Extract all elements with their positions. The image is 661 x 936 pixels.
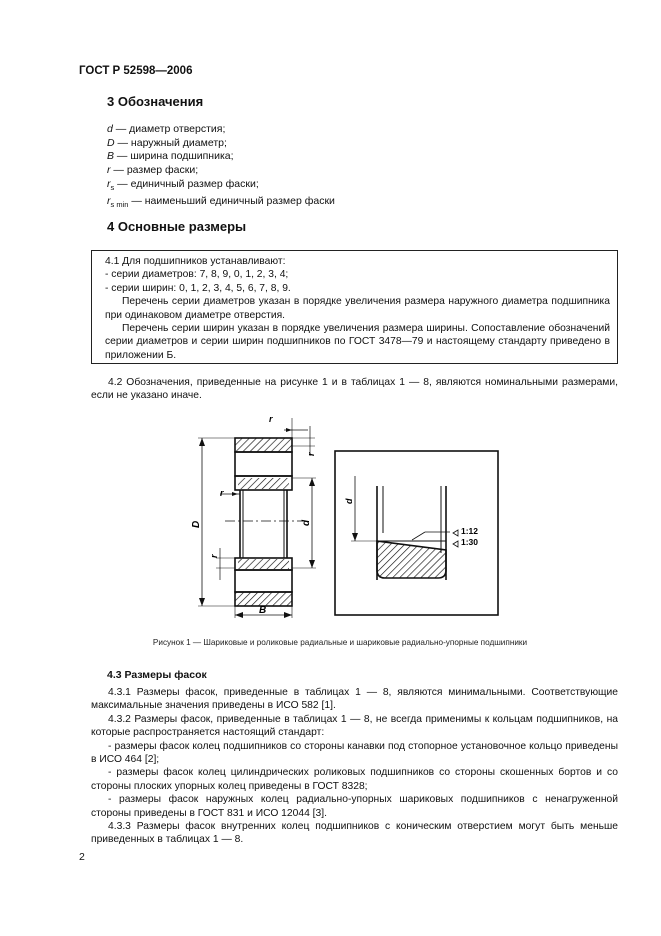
taper-1-12: 1:12 bbox=[461, 526, 479, 536]
section-3-heading: 3 Обозначения bbox=[107, 94, 204, 109]
symbol-item: r — размер фаски; bbox=[107, 164, 199, 177]
section-4-heading: 4 Основные размеры bbox=[107, 219, 247, 234]
paragraph: - размеры фасок наружных колец радиально-упорных шариковых подшипников с ненагруженной стороны приведены в ГОСТ 831 и ИСО 12044 [3]. bbox=[91, 794, 618, 819]
symbol-item: D — наружный диаметр; bbox=[107, 136, 227, 149]
label-r-bottom: r bbox=[209, 554, 219, 558]
symbol-item: B — ширина подшипника; bbox=[107, 150, 234, 163]
paragraph: - размеры фасок колец цилиндрических роликовых подшипников со стороны скошенных бортов и со стороны плоских упорных колец приведены в ГОСТ 8328; bbox=[91, 767, 618, 792]
symbol-item: d — диаметр отверстия; bbox=[107, 123, 226, 135]
clause-paragraph: Перечень серии диаметров указан в порядке увеличения размера наружного диаметра подшипника при одинаковом диаметре отверстия. bbox=[105, 296, 610, 321]
outer-ring-bottom bbox=[235, 592, 292, 606]
page-number: 2 bbox=[79, 851, 85, 863]
paragraph: 4.3.2 Размеры фасок, приведенные в таблицах 1 — 8, не всегда применимы к кольцам подшипников, на которые распространяется настоящий стандарт: bbox=[91, 713, 618, 739]
clause-line: - серии диаметров: 7, 8, 9, 0, 1, 2, 3, 4; bbox=[105, 269, 289, 281]
label-r-left: r bbox=[220, 488, 224, 498]
section-4-3-heading: 4.3 Размеры фасок bbox=[107, 669, 207, 681]
label-r-right: r bbox=[306, 452, 316, 456]
label-D: D bbox=[191, 520, 202, 528]
symbol-item: $r_{s min}$ — наименьший единичный размер фаски bbox=[107, 194, 335, 209]
bearing-figure bbox=[180, 408, 510, 618]
label-d: d bbox=[301, 519, 312, 526]
section-4-3-body bbox=[91, 686, 618, 847]
label-B: B bbox=[259, 605, 267, 616]
clause-paragraph: Перечень серии ширин указан в порядке увеличения размера ширины. Сопоставление обозначений серии диаметров и серии ширин подшипников по ГОСТ 3478—79 и настоящему стандарту приведено в приложении Б. bbox=[105, 323, 610, 361]
label-r-top: r bbox=[269, 414, 273, 424]
symbol-item: $r_s$ — единичный размер фаски; bbox=[107, 177, 259, 192]
label-d-detail: d bbox=[344, 498, 354, 504]
symbol-list bbox=[107, 123, 335, 211]
clause-4-2: 4.2 Обозначения, приведенные на рисунке 1 и в таблицах 1 — 8, являются номинальными размерами, если не указано иначе. bbox=[91, 377, 618, 402]
paragraph: - размеры фасок колец подшипников со стороны канавки под стопорное установочное кольцо приведены в ИСО 464 [2]; bbox=[91, 740, 618, 766]
document-code: ГОСТ Р 52598—2006 bbox=[79, 65, 193, 77]
paragraph: 4.3.1 Размеры фасок, приведенные в таблицах 1 — 8, являются минимальными. Соответствующие максимальные значения приведены в ИСО 582 [1]. bbox=[91, 687, 618, 712]
clause-line: - серии ширин: 0, 1, 2, 3, 4, 5, 6, 7, 8, 9. bbox=[105, 282, 291, 294]
clause-line: 4.1 Для подшипников устанавливают: bbox=[105, 256, 286, 267]
paragraph: 4.3.3 Размеры фасок внутренних колец подшипников с коническим отверстием могут быть меньше приведенных в таблицах 1 — 8. bbox=[91, 821, 618, 846]
taper-1-30: 1:30 bbox=[461, 537, 479, 547]
outer-ring-top bbox=[235, 438, 292, 452]
boxed-clause-4-1 bbox=[91, 250, 618, 364]
figure-caption: Рисунок 1 — Шариковые и роликовые радиальные и шариковые радиально-упорные подшипники bbox=[152, 638, 528, 647]
